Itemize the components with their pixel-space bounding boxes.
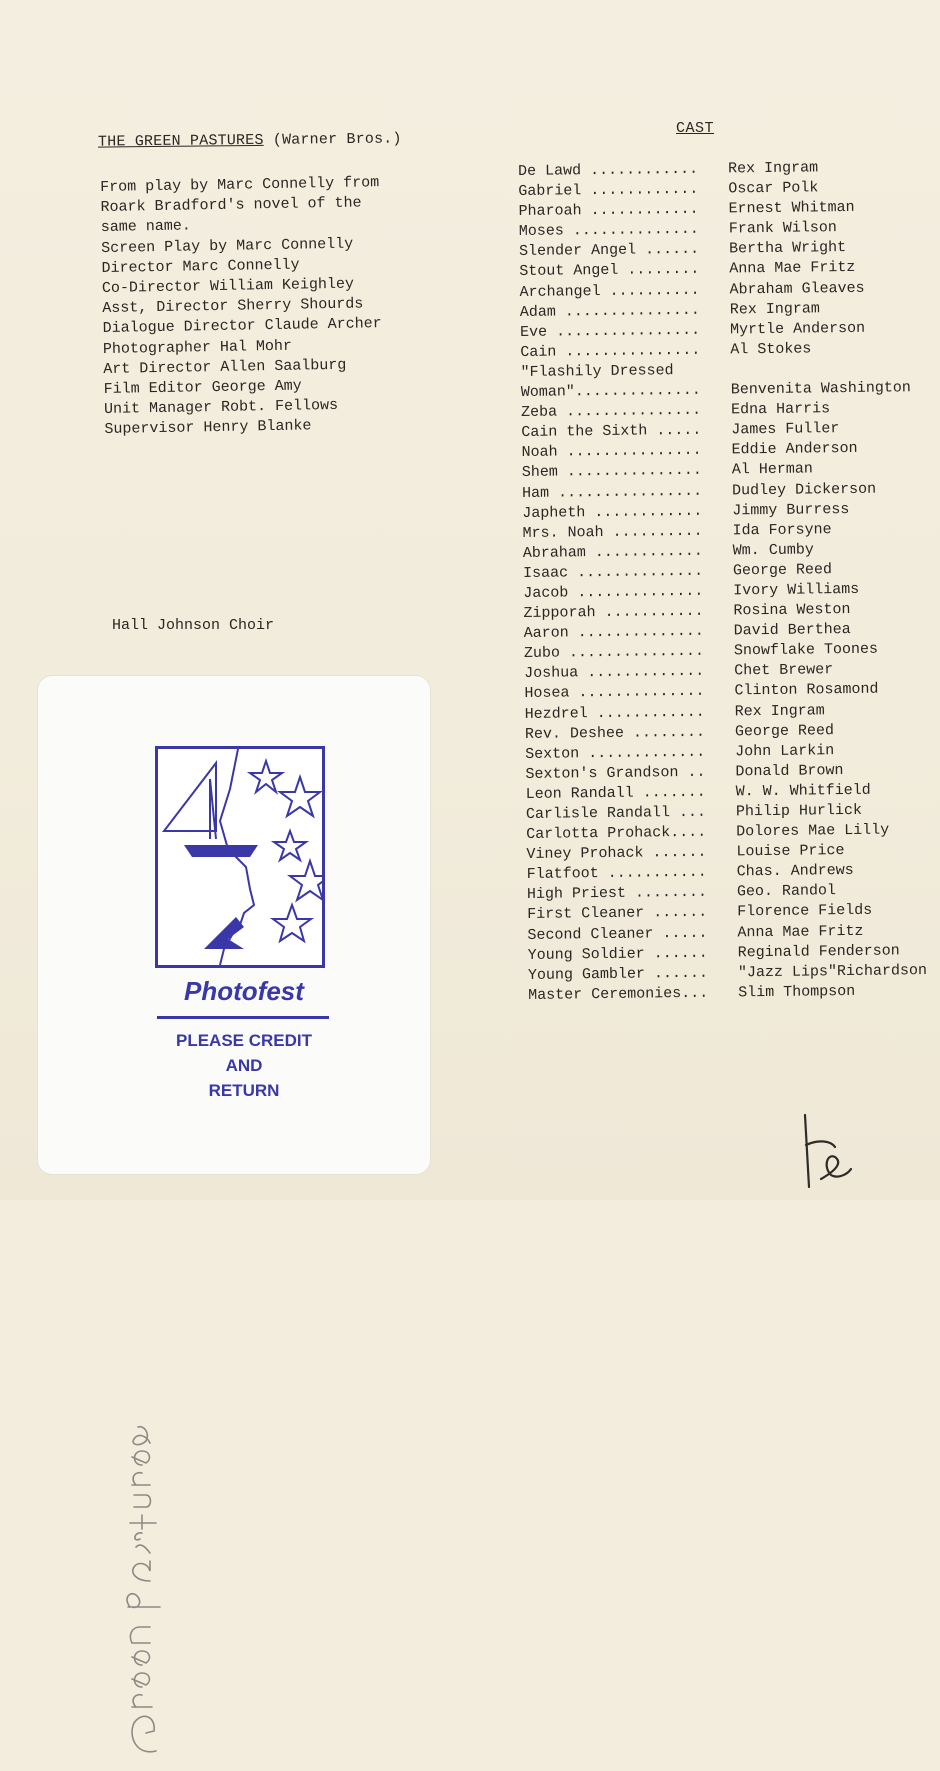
cast-actor: Anna Mae Fritz bbox=[737, 921, 863, 943]
brand-underline bbox=[157, 1016, 329, 1019]
cast-role: Young Gambler ...... bbox=[528, 963, 738, 986]
cast-role: "Flashily Dressed bbox=[520, 360, 730, 383]
cast-role: First Cleaner ...... bbox=[527, 903, 737, 926]
credit-line: same name. bbox=[101, 214, 380, 239]
cast-actor: Ernest Whitman bbox=[728, 198, 854, 220]
cast-role: Eve ................ bbox=[520, 320, 730, 343]
cast-role: Zeba ............... bbox=[521, 401, 731, 424]
cast-actor: John Larkin bbox=[735, 741, 834, 762]
cast-role: Zubo ............... bbox=[524, 642, 734, 665]
credit-line: Co-Director William Keighley bbox=[102, 274, 381, 299]
handwritten-note bbox=[116, 1411, 166, 1771]
credit-line: From play by Marc Connelly from bbox=[100, 173, 379, 198]
cast-role: Viney Prohack ...... bbox=[526, 843, 736, 866]
credit-line: Art Director Allen Saalburg bbox=[103, 355, 382, 380]
cast-role: Aaron .............. bbox=[524, 622, 734, 645]
cast-role: Master Ceremonies... bbox=[528, 983, 738, 1006]
cast-role: Stout Angel ........ bbox=[519, 260, 729, 283]
cast-actor: Clinton Rosamond bbox=[734, 680, 878, 702]
cast-actor: Myrtle Anderson bbox=[730, 319, 865, 341]
studio-name: (Warner Bros.) bbox=[273, 130, 402, 148]
cast-heading: CAST bbox=[676, 120, 714, 137]
photofest-brand: Photofest bbox=[38, 976, 430, 1007]
cast-actor: Chas. Andrews bbox=[737, 861, 854, 883]
cast-role: Hosea .............. bbox=[524, 682, 734, 705]
cast-role: Leon Randall ....... bbox=[526, 782, 736, 805]
credit-line: Screen Play by Marc Connelly bbox=[101, 234, 380, 259]
document-title bbox=[98, 130, 402, 150]
cast-role: Carlotta Prohack.... bbox=[526, 822, 736, 845]
production-credits bbox=[100, 173, 384, 440]
handwritten-initials bbox=[795, 1075, 855, 1190]
cast-actor: Florence Fields bbox=[737, 901, 872, 923]
cast-role: Moses .............. bbox=[519, 220, 729, 243]
cast-role: Second Cleaner ..... bbox=[527, 923, 737, 946]
cast-actor: James Fuller bbox=[731, 419, 839, 440]
choir-credit: Hall Johnson Choir bbox=[112, 617, 274, 634]
cast-role: De Lawd ............ bbox=[518, 159, 728, 182]
credit-line: Photographer Hal Mohr bbox=[103, 335, 382, 360]
cast-role: Gabriel ............ bbox=[518, 180, 728, 203]
cast-actor: Rosina Weston bbox=[733, 600, 850, 622]
credit-line: Unit Manager Robt. Fellows bbox=[104, 395, 383, 420]
notice-line: PLEASE CREDIT bbox=[58, 1028, 430, 1053]
cast-role: Young Soldier ...... bbox=[528, 943, 738, 966]
cast-actor: Rex Ingram bbox=[728, 158, 818, 179]
credit-line: Supervisor Henry Blanke bbox=[104, 416, 383, 441]
cast-actor: George Reed bbox=[735, 721, 834, 742]
cast-role: Cain ............... bbox=[520, 340, 730, 363]
cast-role: Shem ............... bbox=[522, 461, 732, 484]
film-title: THE GREEN PASTURES bbox=[98, 132, 264, 151]
cast-actor: Dolores Mae Lilly bbox=[736, 821, 889, 843]
credit-line: Asst, Director Sherry Shourds bbox=[102, 294, 381, 319]
cast-role: Noah ............... bbox=[521, 441, 731, 464]
cast-actor: Dudley Dickerson bbox=[732, 479, 876, 501]
cast-role: Rev. Deshee ........ bbox=[525, 722, 735, 745]
cast-role: Flatfoot ........... bbox=[527, 863, 737, 886]
cast-actor: Philip Hurlick bbox=[736, 801, 862, 823]
cast-actor: Eddie Anderson bbox=[731, 439, 857, 461]
cast-actor: Ivory Williams bbox=[733, 580, 859, 602]
cast-role: Mrs. Noah .......... bbox=[522, 521, 732, 544]
cast-actor: Donald Brown bbox=[735, 761, 843, 782]
cast-actor: Edna Harris bbox=[731, 399, 830, 420]
cast-role: Sexton's Grandson .. bbox=[525, 762, 735, 785]
cast-role: Archangel .......... bbox=[519, 280, 729, 303]
cast-actor: George Reed bbox=[733, 560, 832, 581]
cast-actor: "Jazz Lips"Richardson bbox=[738, 961, 927, 983]
cast-role: Hezdrel ............ bbox=[525, 702, 735, 725]
cast-role: Adam ............... bbox=[520, 300, 730, 323]
cast-role: Abraham ............ bbox=[523, 541, 733, 564]
cast-role: Cain the Sixth ..... bbox=[521, 421, 731, 444]
cast-role: Pharoah ............ bbox=[518, 200, 728, 223]
cast-role: Slender Angel ...... bbox=[519, 240, 729, 263]
cast-role: Jacob .............. bbox=[523, 581, 733, 604]
cast-actor: Wm. Cumby bbox=[733, 540, 814, 561]
credit-notice bbox=[38, 1028, 430, 1103]
cast-actor: Slim Thompson bbox=[738, 982, 855, 1004]
cast-actor: Oscar Polk bbox=[728, 178, 818, 199]
cast-actor: Bertha Wright bbox=[729, 238, 846, 260]
cast-actor: Al Herman bbox=[732, 460, 813, 481]
cast-actor: Abraham Gleaves bbox=[729, 278, 864, 300]
photofest-sticker bbox=[38, 676, 430, 1174]
cast-actor: Benvenita Washington bbox=[731, 378, 911, 400]
credit-line: Director Marc Connelly bbox=[101, 254, 380, 279]
notice-line: AND bbox=[58, 1053, 430, 1078]
cast-actor: Geo. Randol bbox=[737, 882, 836, 903]
notice-line: RETURN bbox=[58, 1078, 430, 1103]
sailboat-face-logo-icon bbox=[158, 749, 322, 965]
cast-actor: Chet Brewer bbox=[734, 661, 833, 682]
cast-role: Ham ................ bbox=[522, 481, 732, 504]
cast-actor: Rex Ingram bbox=[730, 299, 820, 320]
cast-role: Woman".............. bbox=[521, 380, 731, 403]
cast-role: Joshua ............. bbox=[524, 662, 734, 685]
cast-actor: David Berthea bbox=[734, 620, 851, 642]
cast-actor: Louise Price bbox=[736, 841, 844, 862]
credit-line: Dialogue Director Claude Archer bbox=[102, 315, 381, 340]
cast-actor: Reginald Fenderson bbox=[738, 941, 900, 963]
credit-line: Film Editor George Amy bbox=[104, 375, 383, 400]
cast-actor: Rex Ingram bbox=[735, 701, 825, 722]
cast-role: Carlisle Randall ... bbox=[526, 802, 736, 825]
cast-role: Zipporah ........... bbox=[523, 601, 733, 624]
cast-actor: W. W. Whitfield bbox=[736, 781, 871, 803]
cast-row bbox=[528, 981, 940, 1006]
cast-actor: Ida Forsyne bbox=[732, 520, 831, 541]
credit-line: Roark Bradford's novel of the bbox=[100, 193, 379, 218]
cast-actor: Jimmy Burress bbox=[732, 500, 849, 522]
cast-role: High Priest ........ bbox=[527, 883, 737, 906]
cast-role: Japheth ............ bbox=[522, 501, 732, 524]
cast-list bbox=[518, 157, 940, 1006]
cast-actor: Al Stokes bbox=[730, 339, 811, 360]
photofest-logo bbox=[155, 746, 325, 968]
cast-actor: Anna Mae Fritz bbox=[729, 258, 855, 280]
cast-actor: Frank Wilson bbox=[729, 218, 837, 239]
cast-actor: Snowflake Toones bbox=[734, 640, 878, 662]
cast-role: Isaac .............. bbox=[523, 561, 733, 584]
cast-role: Sexton ............. bbox=[525, 742, 735, 765]
